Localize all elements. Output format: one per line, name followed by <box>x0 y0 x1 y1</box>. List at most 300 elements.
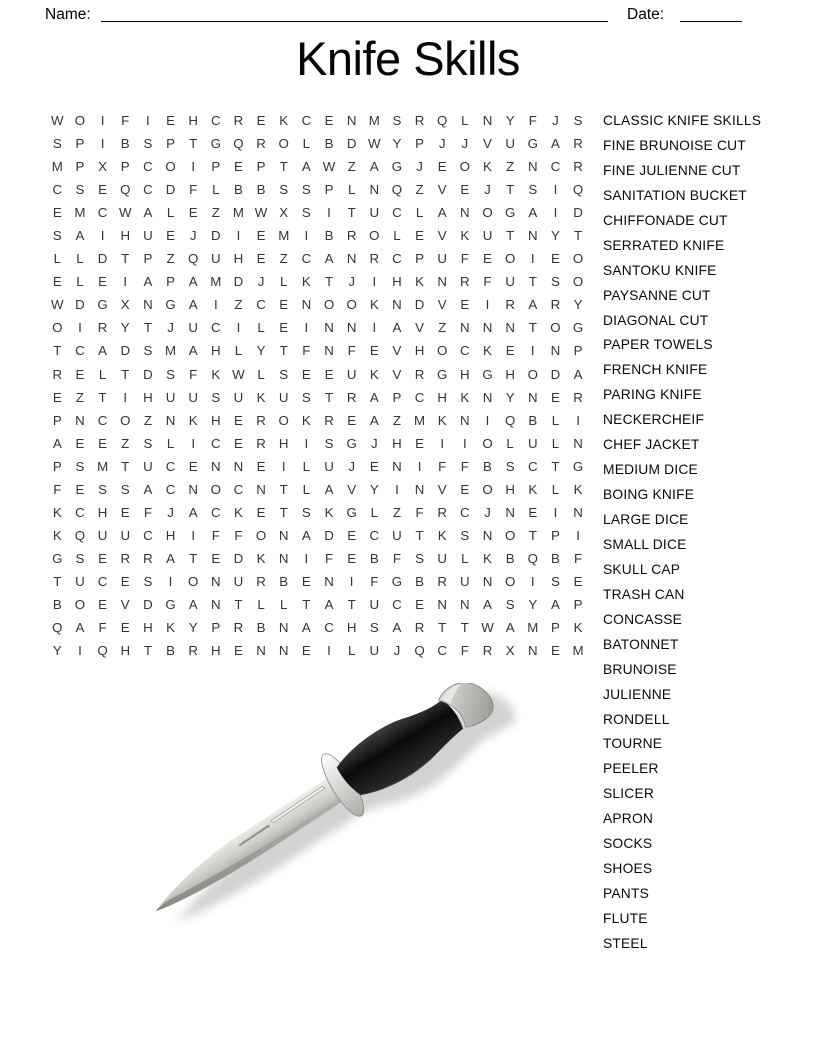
grid-letter: S <box>505 597 515 612</box>
grid-letter: V <box>392 343 402 359</box>
grid-letter: I <box>191 527 196 543</box>
word-list-item: PAYSANNE CUT <box>603 287 711 303</box>
grid-letter: S <box>301 182 311 198</box>
grid-letter: P <box>573 597 583 612</box>
grid-letter: I <box>213 297 218 313</box>
grid-letter: E <box>166 113 175 129</box>
grid-letter: F <box>98 620 107 636</box>
word-list-item: CHIFFONADE CUT <box>603 212 728 228</box>
grid-letter: I <box>372 320 377 336</box>
word-list-item: STEEL <box>603 935 648 951</box>
grid-letter: N <box>460 320 470 336</box>
word-list-item: SANTOKU KNIFE <box>603 262 717 278</box>
grid-letter: Q <box>52 620 63 636</box>
grid-letter: G <box>527 136 538 152</box>
grid-letter: K <box>528 481 538 497</box>
grid-letter: Q <box>504 412 516 428</box>
grid-letter: L <box>257 366 265 382</box>
grid-letter: O <box>550 320 561 336</box>
grid-letter: N <box>482 527 493 543</box>
word-list-item: SANITATION BUCKET <box>603 187 747 203</box>
grid-letter: N <box>573 435 583 451</box>
grid-letter: N <box>233 458 244 474</box>
grid-letter: A <box>483 597 492 612</box>
grid-letter: E <box>369 343 379 359</box>
grid-letter: K <box>279 113 289 129</box>
grid-letter: D <box>143 366 153 382</box>
grid-letter: E <box>120 504 130 520</box>
grid-letter: O <box>323 297 335 313</box>
grid-letter: I <box>372 274 377 290</box>
grid-letter: X <box>279 205 289 221</box>
grid-letter: P <box>166 136 175 152</box>
grid-letter: I <box>304 228 309 244</box>
grid-letter: Q <box>233 136 244 152</box>
grid-letter: O <box>369 228 380 244</box>
grid-letter: E <box>188 205 198 221</box>
grid-letter: O <box>504 251 516 267</box>
grid-letter: G <box>210 136 221 152</box>
grid-letter: O <box>482 435 493 451</box>
grid-letter: P <box>256 159 266 175</box>
grid-letter: S <box>279 182 289 198</box>
grid-letter: I <box>440 435 445 451</box>
word-list-item: BOING KNIFE <box>603 487 695 503</box>
grid-letter: R <box>346 228 357 244</box>
word-list-item: MEDIUM DICE <box>603 462 698 478</box>
grid-letter: N <box>573 504 583 520</box>
grid-letter: E <box>483 251 492 267</box>
grid-letter: M <box>368 113 380 129</box>
grid-letter: R <box>143 550 153 566</box>
grid-letter: F <box>189 182 198 198</box>
grid-letter: G <box>391 573 403 589</box>
grid-letter: C <box>211 504 221 520</box>
grid-letter: V <box>437 297 447 313</box>
grid-letter: U <box>369 205 380 221</box>
grid-letter: O <box>459 159 471 175</box>
grid-letter: A <box>188 274 198 290</box>
grid-letter: V <box>437 481 447 497</box>
grid-letter: S <box>120 481 130 497</box>
grid-letter: I <box>123 274 128 290</box>
grid-letter: B <box>550 550 560 566</box>
grid-letter: E <box>52 205 62 221</box>
grid-letter: E <box>98 550 108 566</box>
grid-letter: A <box>369 389 379 405</box>
grid-letter: U <box>527 435 538 451</box>
grid-letter: N <box>482 113 493 129</box>
grid-letter: E <box>347 412 357 428</box>
grid-letter: K <box>166 620 175 636</box>
grid-letter: N <box>165 412 176 428</box>
grid-letter: C <box>165 481 176 497</box>
grid-letter: K <box>573 481 583 497</box>
grid-letter: B <box>324 228 334 244</box>
grid-letter: T <box>573 228 583 244</box>
grid-letter: Z <box>75 389 85 405</box>
grid-letter: A <box>188 597 198 612</box>
grid-letter: R <box>256 435 266 451</box>
grid-letter: Q <box>527 550 538 566</box>
knife-blade <box>143 777 345 917</box>
grid-letter: P <box>211 620 221 636</box>
grid-letter: E <box>437 159 447 175</box>
grid-letter: I <box>349 573 354 589</box>
grid-letter: M <box>572 643 584 659</box>
grid-letter: E <box>573 573 583 589</box>
grid-letter: N <box>211 597 221 612</box>
grid-letter: A <box>392 620 402 636</box>
grid-letter: Q <box>572 182 584 198</box>
word-list-item: SHOES <box>603 861 653 877</box>
grid-letter: O <box>74 113 86 129</box>
grid-letter: N <box>527 228 538 244</box>
grid-letter: H <box>437 389 448 405</box>
grid-letter: N <box>324 343 334 359</box>
grid-letter: Z <box>234 297 243 313</box>
word-list-item: PAPER TOWELS <box>603 337 713 353</box>
grid-letter: S <box>211 389 221 405</box>
grid-letter: E <box>415 435 424 451</box>
word-list-item: BATONNET <box>603 636 679 652</box>
grid-letter: J <box>393 643 401 659</box>
grid-letter: W <box>368 136 381 152</box>
grid-letter: Q <box>120 182 131 198</box>
grid-letter: K <box>234 504 243 520</box>
page-title: Knife Skills <box>296 32 520 85</box>
grid-letter: I <box>236 320 241 336</box>
grid-letter: S <box>392 113 402 129</box>
grid-letter: Z <box>211 205 220 221</box>
grid-letter: L <box>347 182 356 198</box>
grid-letter: E <box>256 504 266 520</box>
grid-letter: G <box>504 205 516 221</box>
grid-letter: F <box>460 251 469 267</box>
grid-letter: E <box>528 504 538 520</box>
grid-letter: O <box>482 481 493 497</box>
grid-letter: E <box>460 481 470 497</box>
grid-letter: S <box>143 435 153 451</box>
grid-letter: O <box>527 366 538 382</box>
grid-letter: I <box>236 228 241 244</box>
grid-letter: E <box>75 366 85 382</box>
grid-letter: N <box>324 320 334 336</box>
grid-letter: B <box>483 458 492 474</box>
grid-letter: T <box>528 320 537 336</box>
grid-letter: A <box>143 481 153 497</box>
grid-letter: K <box>256 550 266 566</box>
grid-letter: O <box>74 597 86 612</box>
grid-letter: R <box>256 573 266 589</box>
grid-letter: J <box>461 136 469 152</box>
grid-letter: E <box>347 550 357 566</box>
grid-letter: E <box>460 182 470 198</box>
grid-letter: E <box>52 389 62 405</box>
grid-letter: K <box>188 412 198 428</box>
grid-letter: J <box>484 182 491 198</box>
grid-letter: E <box>415 228 424 244</box>
grid-letter: F <box>460 458 469 474</box>
grid-letter: W <box>322 159 336 175</box>
date-label: Date: <box>627 6 665 23</box>
grid-letter: S <box>301 205 311 221</box>
grid-letter: D <box>324 527 334 543</box>
grid-letter: V <box>437 228 447 244</box>
grid-letter: A <box>166 550 175 566</box>
grid-letter: L <box>53 251 62 267</box>
grid-letter: H <box>120 643 131 659</box>
grid-letter: S <box>528 182 538 198</box>
word-list-item: SKULL CAP <box>603 561 681 577</box>
grid-letter: J <box>438 136 446 152</box>
grid-letter: L <box>551 412 560 428</box>
grid-letter: D <box>120 343 131 359</box>
grid-letter: U <box>460 573 470 589</box>
grid-letter: F <box>415 504 424 520</box>
grid-letter: I <box>304 435 309 451</box>
grid-letter: T <box>121 458 130 474</box>
grid-letter: J <box>416 159 423 175</box>
grid-letter: R <box>482 643 493 659</box>
grid-letter: A <box>550 597 560 612</box>
word-list-item: SOCKS <box>603 836 653 852</box>
grid-letter: K <box>301 412 311 428</box>
grid-letter: U <box>75 573 85 589</box>
grid-letter: Q <box>437 113 448 129</box>
grid-letter: T <box>279 343 288 359</box>
grid-letter: I <box>485 412 490 428</box>
grid-letter: K <box>369 366 379 382</box>
grid-letter: K <box>437 527 447 543</box>
grid-letter: E <box>279 320 289 336</box>
grid-letter: T <box>347 597 356 612</box>
grid-letter: R <box>233 620 244 636</box>
grid-letter: T <box>143 643 152 659</box>
grid-letter: E <box>256 228 266 244</box>
grid-letter: Y <box>550 228 560 244</box>
grid-letter: U <box>233 389 244 405</box>
grid-letter: N <box>527 643 538 659</box>
word-list-item: SLICER <box>603 786 655 802</box>
knife-image <box>138 683 523 938</box>
grid-letter: A <box>550 136 560 152</box>
grid-letter: O <box>120 412 131 428</box>
grid-letter: N <box>211 573 221 589</box>
grid-letter: N <box>527 389 538 405</box>
grid-letter: Z <box>279 251 288 267</box>
grid-letter: H <box>120 228 131 244</box>
grid-letter: S <box>166 366 175 382</box>
grid-letter: R <box>256 412 266 428</box>
grid-letter: T <box>302 597 311 612</box>
grid-letter: N <box>346 113 357 129</box>
grid-letter: G <box>165 297 176 313</box>
grid-letter: D <box>550 366 561 382</box>
grid-letter: C <box>211 320 221 336</box>
grid-letter: K <box>256 389 266 405</box>
grid-letter: I <box>553 504 558 520</box>
grid-letter: H <box>392 274 402 290</box>
grid-letter: F <box>392 550 401 566</box>
grid-letter: H <box>392 435 402 451</box>
grid-letter: H <box>414 343 425 359</box>
grid-letter: K <box>211 366 221 382</box>
grid-letter: E <box>52 274 62 290</box>
grid-letter: Q <box>187 251 199 267</box>
grid-letter: H <box>278 435 289 451</box>
grid-letter: U <box>392 527 402 543</box>
grid-letter: K <box>301 274 311 290</box>
grid-letter: U <box>97 527 108 543</box>
word-list-item: SERRATED KNIFE <box>603 237 725 253</box>
grid-letter: O <box>572 274 584 290</box>
grid-letter: N <box>460 205 470 221</box>
grid-letter: N <box>211 458 221 474</box>
grid-letter: C <box>75 343 85 359</box>
grid-letter: H <box>188 113 198 129</box>
word-list-item: BRUNOISE <box>603 661 677 677</box>
grid-letter: F <box>143 504 152 520</box>
grid-letter: O <box>482 205 493 221</box>
grid-letter: T <box>121 366 130 382</box>
grid-letter: J <box>167 504 174 520</box>
grid-letter: L <box>212 182 220 198</box>
grid-letter: E <box>279 297 289 313</box>
word-list-item: PARING KNIFE <box>603 387 702 403</box>
grid-letter: A <box>528 297 538 313</box>
grid-letter: S <box>505 458 515 474</box>
grid-letter: N <box>550 343 561 359</box>
grid-letter: I <box>463 435 467 451</box>
grid-letter: M <box>414 412 426 428</box>
grid-letter: Q <box>97 643 108 659</box>
grid-letter: R <box>460 274 470 290</box>
grid-letter: T <box>528 527 537 543</box>
date-write-line <box>680 21 742 22</box>
grid-letter: A <box>324 251 334 267</box>
grid-letter: E <box>234 435 243 451</box>
grid-letter: B <box>505 550 515 566</box>
grid-letter: E <box>550 251 560 267</box>
grid-letter: H <box>211 412 221 428</box>
grid-letter: I <box>100 136 105 152</box>
grid-letter: B <box>256 182 266 198</box>
grid-letter: W <box>481 620 494 636</box>
grid-letter: E <box>166 228 175 244</box>
grid-letter: U <box>211 251 221 267</box>
grid-letter: C <box>392 205 402 221</box>
name-label: Name: <box>45 6 91 23</box>
grid-letter: U <box>324 458 334 474</box>
grid-letter: T <box>460 620 469 636</box>
grid-letter: A <box>75 228 85 244</box>
grid-letter: T <box>143 320 152 336</box>
grid-letter: C <box>256 297 266 313</box>
grid-letter: T <box>234 597 243 612</box>
grid-letter: T <box>528 274 537 290</box>
grid-letter: S <box>415 550 424 566</box>
grid-letter: N <box>278 550 289 566</box>
grid-letter: V <box>483 136 492 152</box>
grid-letter: O <box>187 573 199 589</box>
grid-letter: M <box>74 205 86 221</box>
grid-letter: B <box>324 136 334 152</box>
grid-letter: O <box>210 481 221 497</box>
grid-letter: N <box>414 481 425 497</box>
grid-letter: T <box>506 182 515 198</box>
grid-letter: L <box>98 366 107 382</box>
grid-letter: F <box>234 527 243 543</box>
grid-letter: C <box>414 389 425 405</box>
grid-letter: A <box>573 366 583 382</box>
grid-letter: E <box>550 643 560 659</box>
grid-letter: X <box>98 159 108 175</box>
grid-letter: F <box>573 550 583 566</box>
word-list-item: FINE JULIENNE CUT <box>603 162 741 178</box>
word-list-item: JULIENNE <box>603 686 672 702</box>
grid-letter: N <box>392 297 402 313</box>
grid-letter: T <box>324 274 334 290</box>
grid-letter: Y <box>256 343 266 359</box>
grid-letter: C <box>97 412 108 428</box>
grid-letter: I <box>530 573 535 589</box>
grid-letter: G <box>437 366 448 382</box>
grid-letter: D <box>165 182 176 198</box>
grid-letter: C <box>143 527 153 543</box>
grid-letter: R <box>233 113 244 129</box>
grid-letter: I <box>281 458 286 474</box>
grid-letter: P <box>52 458 62 474</box>
word-list-item: SMALL DICE <box>603 536 687 552</box>
grid-letter: R <box>97 320 108 336</box>
grid-letter: C <box>437 643 448 659</box>
grid-letter: P <box>415 136 424 152</box>
grid-letter: C <box>211 435 221 451</box>
grid-letter: P <box>52 412 62 428</box>
grid-letter: U <box>369 643 380 659</box>
grid-letter: Y <box>120 320 130 336</box>
grid-letter: A <box>143 205 153 221</box>
grid-letter: J <box>189 228 197 244</box>
grid-letter: C <box>52 182 63 198</box>
grid-letter: N <box>505 504 515 520</box>
grid-letter: I <box>191 159 196 175</box>
grid-letter: N <box>278 620 289 636</box>
grid-letter: D <box>143 597 153 612</box>
grid-letter: I <box>123 389 128 405</box>
grid-letter: G <box>346 435 357 451</box>
grid-letter: E <box>98 597 108 612</box>
grid-letter: U <box>505 274 515 290</box>
grid-letter: E <box>75 435 85 451</box>
grid-letter: M <box>51 159 63 175</box>
grid-letter: M <box>164 343 177 359</box>
grid-letter: W <box>232 366 245 382</box>
grid-letter: E <box>98 435 108 451</box>
word-search-grid <box>46 109 589 662</box>
grid-letter: R <box>437 573 448 589</box>
grid-letter: C <box>165 458 176 474</box>
grid-letter: R <box>573 159 583 175</box>
grid-letter: Y <box>528 597 538 612</box>
grid-letter: S <box>301 389 311 405</box>
grid-letter: K <box>415 274 424 290</box>
grid-letter: D <box>211 228 221 244</box>
grid-letter: P <box>75 159 85 175</box>
grid-letter: B <box>369 550 379 566</box>
grid-letter: T <box>189 550 198 566</box>
